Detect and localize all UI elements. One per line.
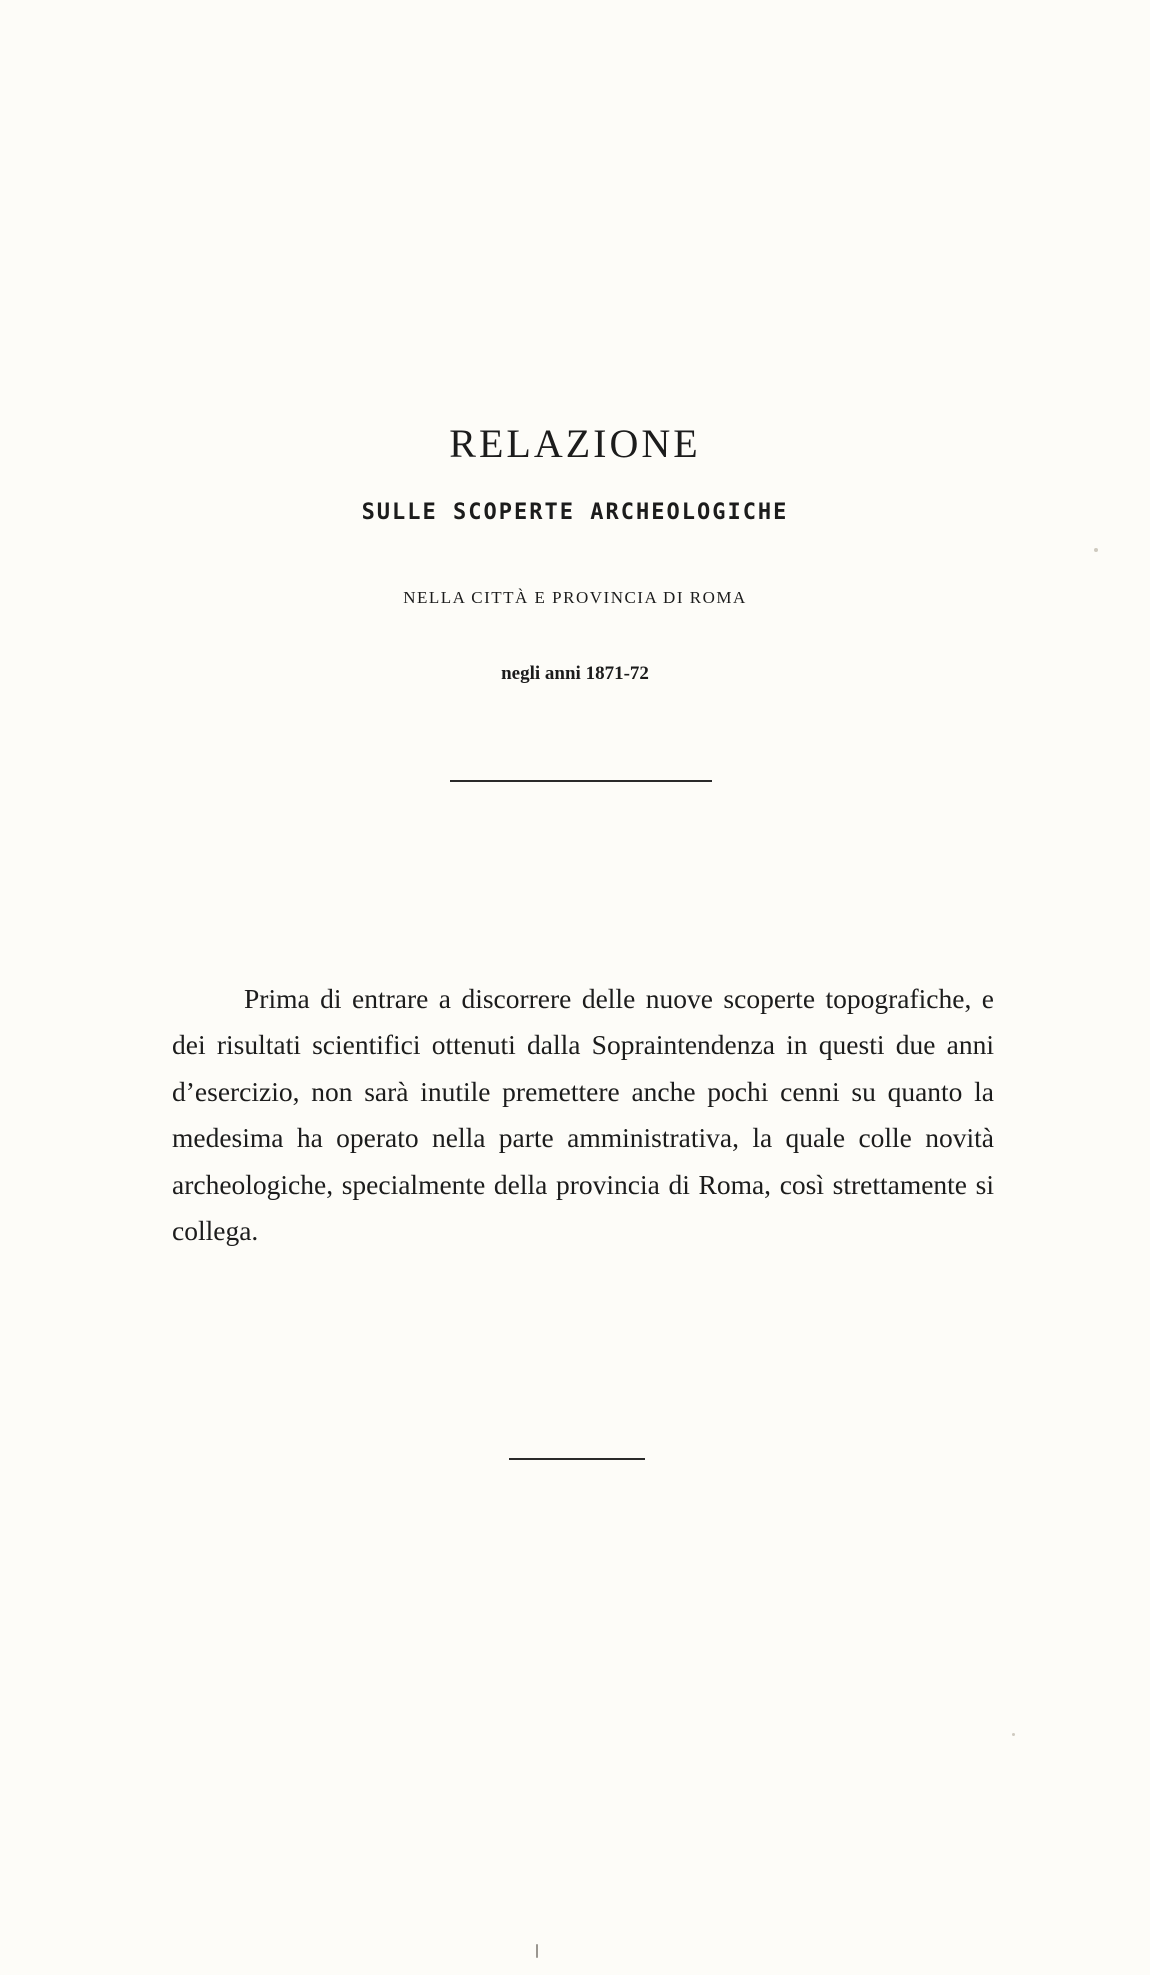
paper-speck	[1094, 548, 1098, 552]
paper-speck	[1012, 1733, 1015, 1736]
document-title: RELAZIONE	[449, 421, 701, 466]
document-subtitle: SULLE SCOPERTE ARCHEOLOGICHE	[361, 500, 789, 525]
document-years-line: negli anni 1871-72	[501, 663, 649, 684]
bottom-divider-rule	[509, 1458, 645, 1460]
document-place-line: NELLA CITTÀ E PROVINCIA DI ROMA	[403, 588, 747, 607]
body-paragraph: Prima di entrare a discorrere delle nuove scoperte topografiche, e dei risultati scientifici ottenuti dalla Sopraintendenza in questi due anni d’esercizio, non sarà inutile premettere anche pochi cenni su quanto la medesima ha operato nella parte amministrativa, la quale colle novità archeologiche, specialmente della provincia di Roma, così strettamente si collega.	[172, 982, 994, 1246]
top-divider-rule	[450, 780, 712, 782]
paper-speck	[536, 1944, 538, 1958]
